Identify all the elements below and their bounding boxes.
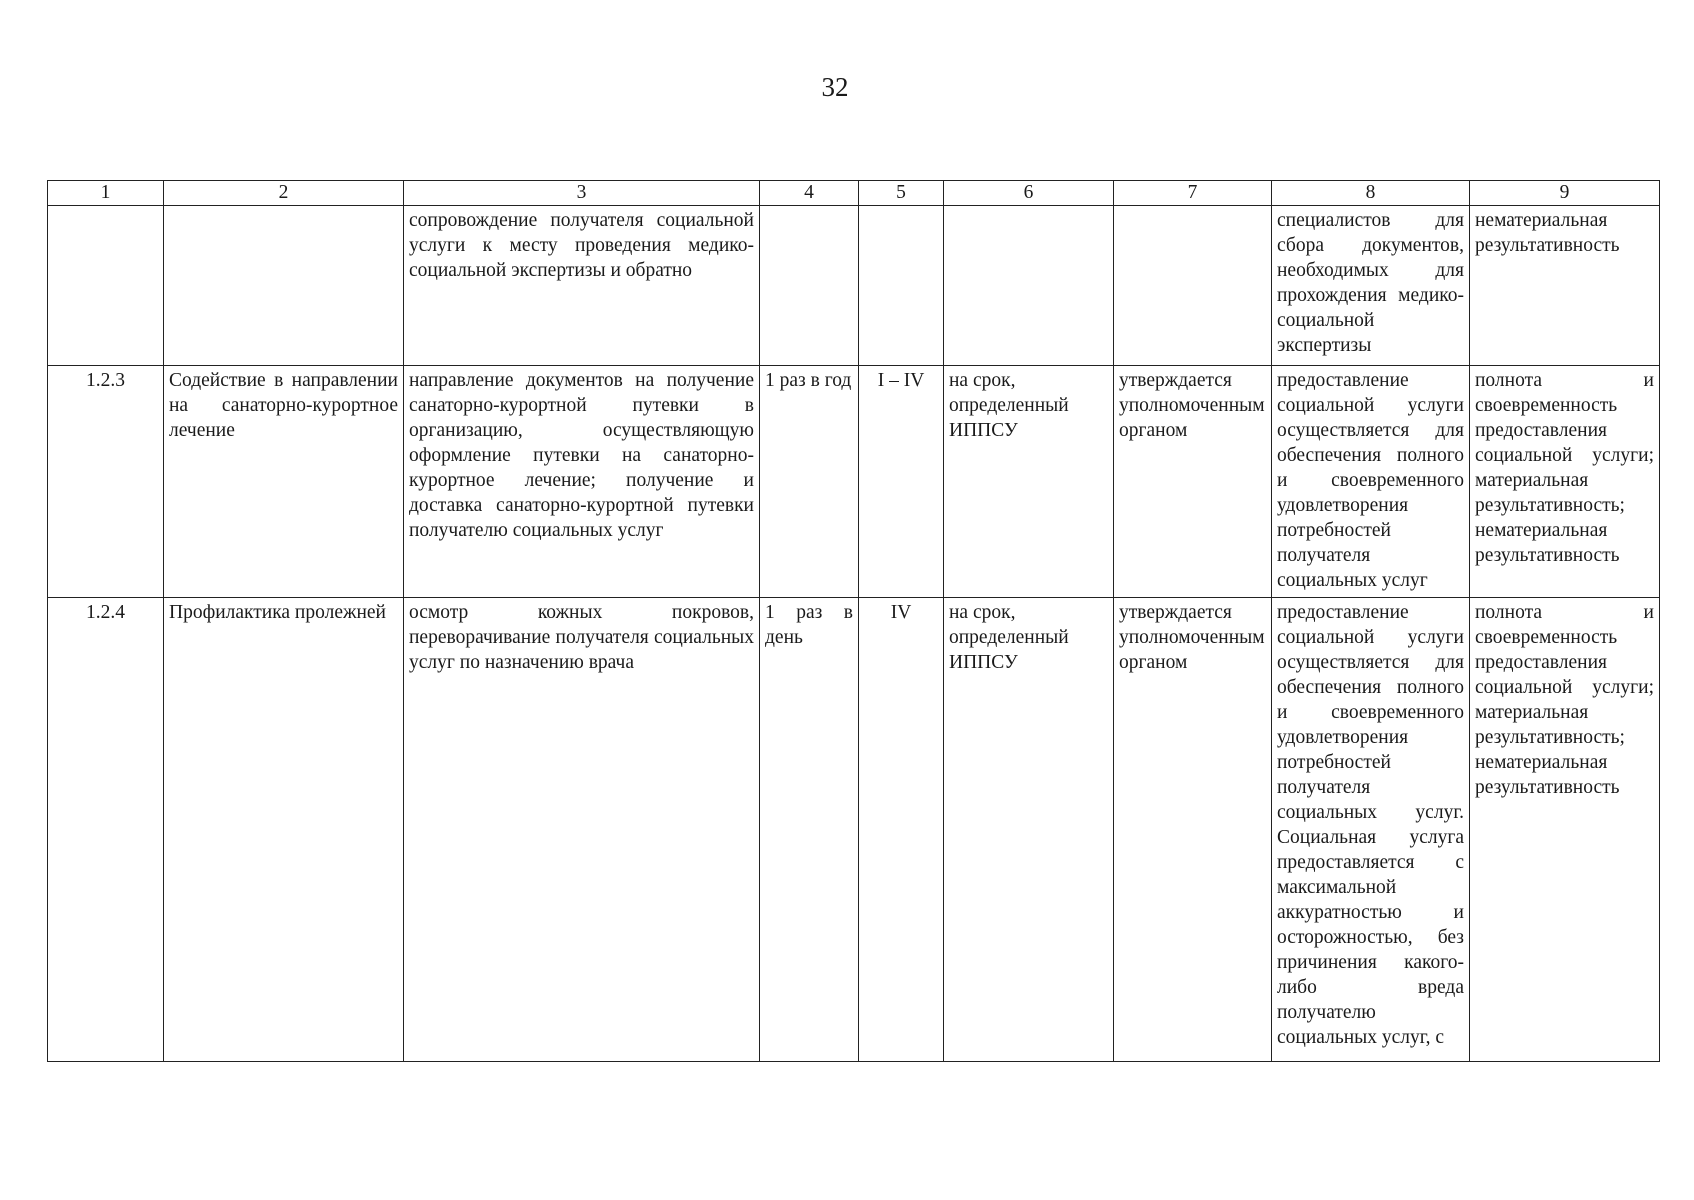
cell-term [944,206,1114,366]
cell-tariff: утверждается уполномоченным органом [1114,598,1272,1062]
column-header: 1 [48,181,164,206]
column-header: 6 [944,181,1114,206]
cell-service-description: направление документов на получение санаторно-курортной путевки в организацию, осуществляющую оформление путевки на санаторно-курортное лечение; получение и доставка санаторно-курортной путевки получателю социальных услуг [404,366,760,598]
cell-group: IV [859,598,944,1062]
table-row [48,206,1660,366]
cell-number: 1.2.4 [48,598,164,1062]
cell-group [859,206,944,366]
table-row [48,598,1660,1062]
cell-conditions: предоставление социальной услуги осуществляется для обеспечения полного и своевременного удовлетворения потребностей получателя социальных услуг [1272,366,1470,598]
cell-frequency: 1 раз в год [760,366,859,598]
column-header: 7 [1114,181,1272,206]
page-number: 32 [821,72,849,102]
column-header: 9 [1470,181,1660,206]
services-table [47,180,1660,1062]
cell-number: 1.2.3 [48,366,164,598]
column-header: 2 [164,181,404,206]
cell-group: I – IV [859,366,944,598]
cell-conditions: предоставление социальной услуги осуществляется для обеспечения полного и своевременного удовлетворения потребностей получателя социальных услуг. Социальная услуга предоставляется с максимальной аккуратностью и осторожностью, без причинения какого-либо вреда получателю социальных услуг, с [1272,598,1470,1062]
cell-term: на срок, определенный ИППСУ [944,366,1114,598]
cell-service-name [164,206,404,366]
cell-number [48,206,164,366]
cell-tariff: утверждается уполномоченным органом [1114,366,1272,598]
cell-service-name: Профилактика пролежней [164,598,404,1062]
column-header: 3 [404,181,760,206]
cell-frequency: 1 раз в день [760,598,859,1062]
cell-service-name: Содействие в направлении на санаторно-курортное лечение [164,366,404,598]
cell-frequency [760,206,859,366]
column-header: 5 [859,181,944,206]
cell-evaluation: нематериальная результативность [1470,206,1660,366]
cell-tariff [1114,206,1272,366]
table-header-row [48,181,1660,206]
cell-conditions: специалистов для сбора документов, необходимых для прохождения медико-социальной экспертизы [1272,206,1470,366]
cell-evaluation: полнота и своевременность предоставления социальной услуги; материальная результативность; нематериальная результативность [1470,598,1660,1062]
cell-term: на срок, определенный ИППСУ [944,598,1114,1062]
cell-service-description: сопровождение получателя социальной услуги к месту проведения медико-социальной экспертизы и обратно [404,206,760,366]
cell-evaluation: полнота и своевременность предоставления социальной услуги; материальная результативность; нематериальная результативность [1470,366,1660,598]
column-header: 8 [1272,181,1470,206]
cell-service-description: осмотр кожных покровов, переворачивание получателя социальных услуг по назначению врача [404,598,760,1062]
table-row [48,366,1660,598]
column-header: 4 [760,181,859,206]
